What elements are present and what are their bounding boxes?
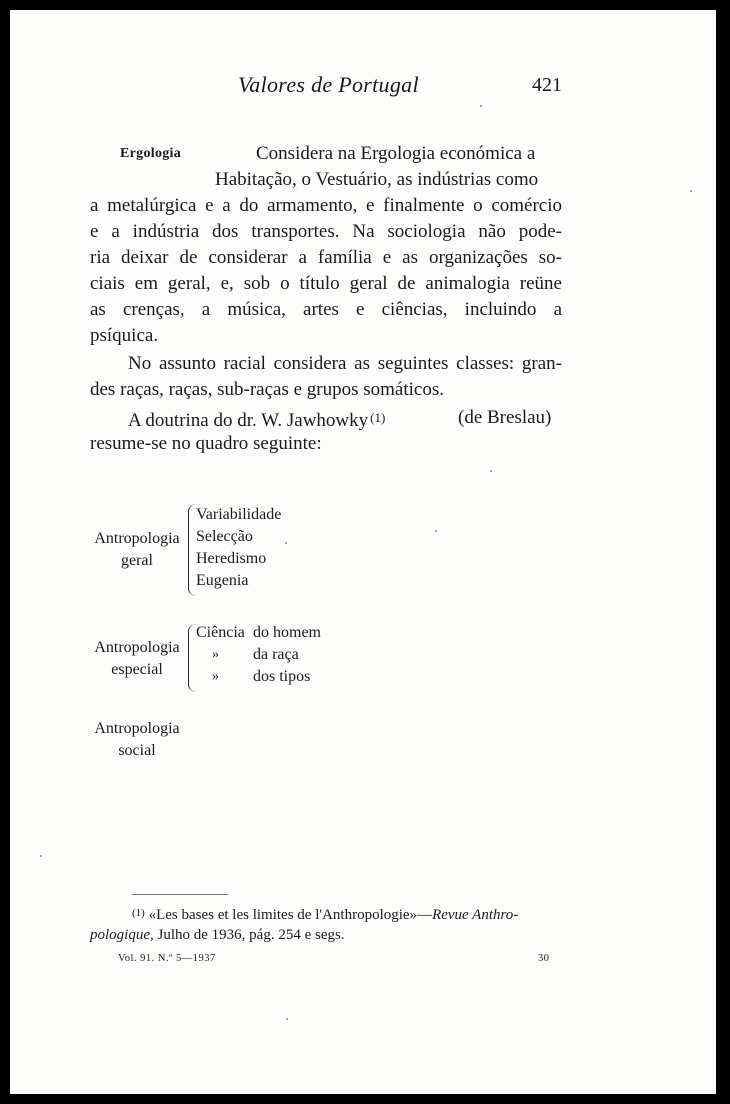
text-line xyxy=(128,405,385,434)
scan-speck xyxy=(490,470,492,472)
group-label-line: Antropologia xyxy=(94,639,180,656)
text-line: ria deixar de considerar a família e as organizações so- xyxy=(90,247,562,268)
scheme-item: Heredismo xyxy=(196,550,267,567)
ditto-mark: » xyxy=(212,647,219,662)
scan-speck xyxy=(690,190,692,192)
group-label-line: geral xyxy=(121,552,153,569)
scheme-item xyxy=(196,622,245,644)
footnote-text: «Les bases et les limites de l'Anthropologie»— xyxy=(148,907,433,923)
scheme-item: Variabilidade xyxy=(196,506,282,523)
scan-speck xyxy=(286,1018,288,1020)
scheme-item: da raça xyxy=(253,646,299,663)
footnote-ref: (1) xyxy=(370,410,386,425)
text-line: ciais em geral, e, sob o título geral de animalogia reüne xyxy=(90,273,562,294)
text-line: resume-se no quadro seguinte: xyxy=(90,433,322,454)
group-label-line: Antropologia xyxy=(94,720,180,737)
text-line: Habitação, o Vestuário, as indústrias como xyxy=(215,169,539,190)
scheme-item: dos tipos xyxy=(253,668,311,685)
group-label-line: especial xyxy=(111,661,163,678)
footnote-rule xyxy=(132,894,228,895)
group-label-line: social xyxy=(118,742,156,759)
scan-speck xyxy=(435,530,437,532)
text-line: No assunto racial considera as seguintes classes: gran- xyxy=(128,353,562,374)
text-segment: A doutrina do dr. W. Jawhowky xyxy=(128,410,369,431)
scheme-item: Selecção xyxy=(196,528,253,545)
footnote-marker: (1) xyxy=(132,907,145,919)
text-line: des raças, raças, sub-raças e grupos somáticos. xyxy=(90,379,445,400)
volume-signature: Vol. 91. N.º 5—1937 xyxy=(118,953,216,964)
side-heading: Ergologia xyxy=(120,146,182,161)
scheme-item: do homem xyxy=(253,624,321,641)
footnote-journal: Revue Anthro- xyxy=(432,907,519,923)
text-line: a metalúrgica e a do armamento, e finalmente o comércio xyxy=(90,195,562,216)
footnote-journal: pologique, xyxy=(90,927,154,943)
group-label xyxy=(90,637,184,681)
scan-speck xyxy=(480,105,482,107)
sheet-number: 30 xyxy=(538,953,550,964)
scan-speck xyxy=(40,855,42,857)
text-line: Considera na Ergologia económica a xyxy=(256,143,536,164)
scan-speck xyxy=(285,542,287,544)
text-line: psíquica. xyxy=(90,325,159,346)
page-number: 421 xyxy=(532,74,562,96)
footnote-line xyxy=(90,924,345,946)
book-page xyxy=(10,10,716,1094)
group-label xyxy=(90,528,184,572)
text-line: e a indústria dos transportes. Na sociologia não pode- xyxy=(90,221,562,242)
text-line: (de Breslau) xyxy=(458,407,552,428)
text-line: as crenças, a música, artes e ciências, incluindo a xyxy=(90,299,562,320)
footnote-line xyxy=(132,902,518,926)
running-title: Valores de Portugal xyxy=(238,72,419,97)
ditto-mark: » xyxy=(212,669,219,684)
group-label xyxy=(90,718,184,762)
footnote-text: Julho de 1936, pág. 254 e segs. xyxy=(157,927,345,943)
scheme-item-prefix: Ciência xyxy=(196,624,245,641)
scheme-item: Eugenia xyxy=(196,572,249,589)
group-label-line: Antropologia xyxy=(94,530,180,547)
